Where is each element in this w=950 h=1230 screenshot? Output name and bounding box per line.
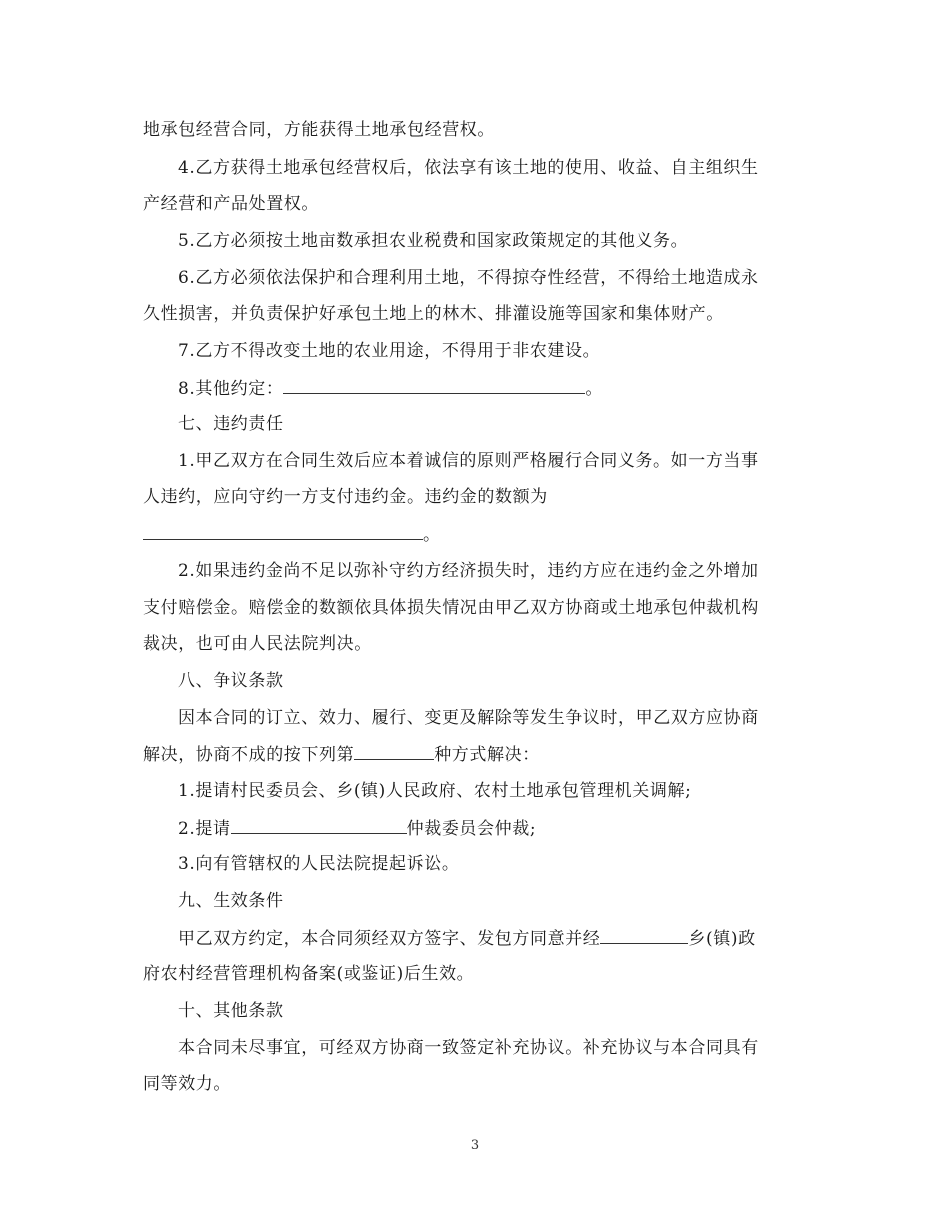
text-line: 人违约，应向守约一方支付违约金。违约金的数额为 <box>143 487 548 507</box>
text-line: 产经营和产品处置权。 <box>143 194 319 214</box>
text-fragment: 仲裁委员会仲裁; <box>406 819 537 839</box>
penalty-amount-line <box>143 524 441 545</box>
fill-in-blank <box>231 818 407 834</box>
text-fragment: 种方式解决： <box>434 745 540 765</box>
text-fragment: 2.提请 <box>178 819 231 839</box>
text-line: 裁决，也可由人民法院判决。 <box>143 634 372 654</box>
text-line: 久性损害，并负责保护好承包土地上的林木、排灌设施等国家和集体财产。 <box>143 304 724 324</box>
text-line: 3.向有管辖权的人民法院提起诉讼。 <box>178 854 460 874</box>
text-line: 同等效力。 <box>143 1074 231 1094</box>
text-line: 支付赔偿金。赔偿金的数额依具体损失情况由甲乙双方协商或土地承包仲裁机构 <box>143 598 759 618</box>
text-fragment: 。 <box>423 525 441 545</box>
text-fragment: 。 <box>585 379 604 399</box>
text-line: 1.甲乙双方在合同生效后应本着诚信的原则严格履行合同义务。如一方当事 <box>178 451 759 471</box>
text-fragment: 8.其他约定： <box>178 379 284 399</box>
text-fragment: 乡(镇)政 <box>688 929 756 949</box>
fill-in-blank <box>283 378 585 394</box>
text-line: 6.乙方必须依法保护和合理利用土地，不得掠夺性经营，不得给土地造成永 <box>178 268 759 288</box>
text-fragment: 解决，协商不成的按下列第 <box>143 745 355 765</box>
text-line: 本合同未尽事宜，可经双方协商一致签定补充协议。补充协议与本合同具有 <box>178 1038 759 1058</box>
fill-in-blank <box>354 744 434 760</box>
page-number: 3 <box>470 1138 480 1153</box>
section-heading: 九、生效条件 <box>178 891 284 911</box>
text-line: 地承包经营合同，方能获得土地承包经营权。 <box>143 120 495 140</box>
section-heading: 七、违约责任 <box>178 414 284 434</box>
text-line: 因本合同的订立、效力、履行、变更及解除等发生争议时，甲乙双方应协商 <box>178 708 759 728</box>
text-fragment: 甲乙双方约定，本合同须经双方签字、发包方同意并经 <box>178 929 601 949</box>
text-line: 5.乙方必须按土地亩数承担农业税费和国家政策规定的其他义务。 <box>178 231 689 251</box>
fill-in-blank <box>143 524 423 540</box>
text-line: 2.如果违约金尚不足以弥补守约方经济损失时，违约方应在违约金之外增加 <box>178 561 759 581</box>
section-heading: 十、其他条款 <box>178 1001 284 1021</box>
section-heading: 八、争议条款 <box>178 671 284 691</box>
text-line: 1.提请村民委员会、乡(镇)人民政府、农村土地承包管理机关调解; <box>178 781 692 801</box>
fill-in-blank <box>600 928 688 944</box>
text-line: 7.乙方不得改变土地的农业用途，不得用于非农建设。 <box>178 341 601 361</box>
text-line: 府农村经营管理机构备案(或鉴证)后生效。 <box>143 964 475 984</box>
effective-condition-line <box>178 928 756 949</box>
text-line: 4.乙方获得土地承包经营权后，依法享有该土地的使用、收益、自主组织生 <box>178 158 759 178</box>
other-agreement-line <box>178 378 603 399</box>
dispute-method-line <box>143 744 540 765</box>
arbitration-line <box>178 818 536 839</box>
